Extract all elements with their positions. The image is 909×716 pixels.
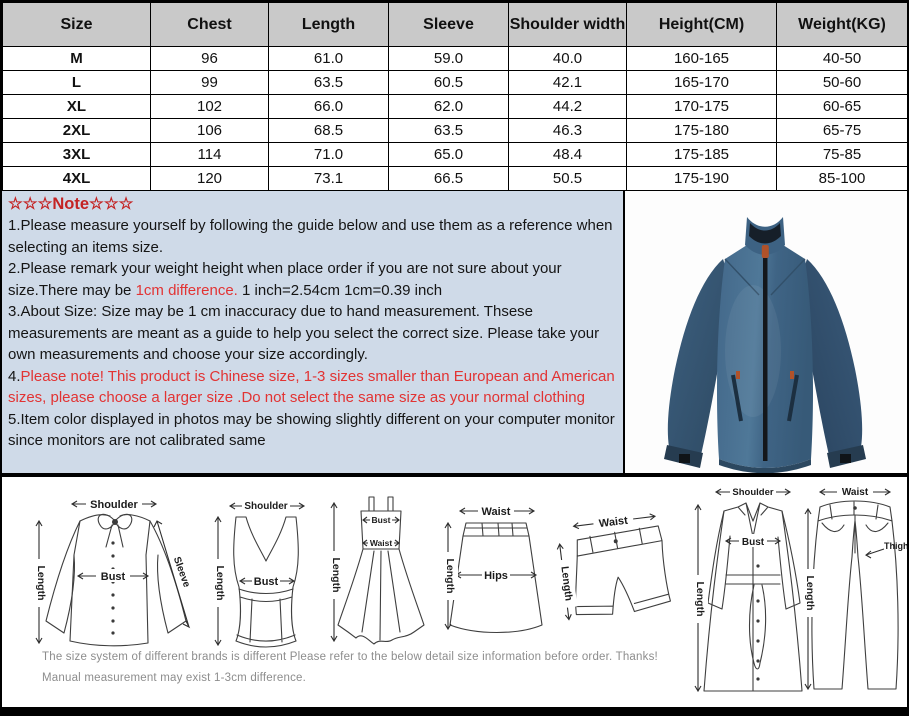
table-cell: 48.4 <box>509 143 627 167</box>
pants-length-label: Length <box>804 575 816 611</box>
table-cell: 50-60 <box>777 71 908 95</box>
table-cell: 96 <box>151 47 269 71</box>
table-cell: 60.5 <box>389 71 509 95</box>
footnote-line-2: Manual measurement may exist 1-3cm difference. <box>42 672 307 684</box>
column-header-weight: Weight(KG) <box>777 3 908 47</box>
size-cell: 3XL <box>3 143 151 167</box>
product-photo <box>625 191 905 473</box>
blouse-shoulder-label: Shoulder <box>90 499 138 511</box>
shorts-diagram <box>550 501 685 646</box>
table-row <box>3 47 908 71</box>
note-item-2-tail: 1 inch=2.54cm 1cm=0.39 inch <box>237 281 443 299</box>
shorts-waist-label: Waist <box>598 514 629 531</box>
notes-panel <box>2 191 625 473</box>
coat-shoulder-label: Shoulder <box>732 487 774 498</box>
dress-diagram <box>322 489 440 667</box>
column-header-sleeve: Sleeve <box>389 3 509 47</box>
table-cell: 59.0 <box>389 47 509 71</box>
note-item-2-red-text: 1cm difference. <box>135 281 238 299</box>
column-header-size: Size <box>3 3 151 47</box>
note-title: ☆☆☆Note☆☆☆ <box>8 195 134 213</box>
blouse-bust-label: Bust <box>100 571 126 583</box>
footnote-line-1: The size system of different brands is different Please refer to the below detail size information before order. Thanks! <box>42 651 658 663</box>
table-cell: 102 <box>151 95 269 119</box>
note-item-5: 5.Item color displayed in photos may be showing slightly different on your computer monitor since monitors are not calibrated same <box>8 410 615 449</box>
column-header-height: Height(CM) <box>627 3 777 47</box>
table-cell: 40-50 <box>777 47 908 71</box>
skirt-hips-label: Hips <box>484 570 508 582</box>
table-row <box>3 95 908 119</box>
info-row <box>2 191 907 477</box>
table-cell: 165-170 <box>627 71 777 95</box>
vest-shoulder-label: Shoulder <box>244 501 288 512</box>
table-cell: 42.1 <box>509 71 627 95</box>
table-cell: 66.5 <box>389 167 509 191</box>
table-cell: 62.0 <box>389 95 509 119</box>
guide-footnote <box>42 647 658 689</box>
table-cell: 63.5 <box>269 71 389 95</box>
table-row <box>3 167 908 191</box>
table-cell: 175-185 <box>627 143 777 167</box>
table-cell: 65.0 <box>389 143 509 167</box>
table-cell: 44.2 <box>509 95 627 119</box>
size-cell: 2XL <box>3 119 151 143</box>
pants-thigh-label: Thigh <box>884 541 908 551</box>
note-item-4-red-text: Please note! This product is Chinese size, 1-3 sizes smaller than European and American sizes, please choose a larger size .Do not select the same size as your normal clothing <box>8 367 615 406</box>
note-item-2 <box>8 258 616 301</box>
skirt-waist-label: Waist <box>481 506 511 518</box>
note-item-2-text: 2.Please remark your weight height when place order if you are not sure about your size.There may be <box>8 260 562 299</box>
table-cell: 46.3 <box>509 119 627 143</box>
table-cell: 170-175 <box>627 95 777 119</box>
blouse-sleeve-label: Sleeve <box>170 555 192 589</box>
skirt-diagram <box>442 499 550 651</box>
blouse-length-label: Length <box>35 565 47 601</box>
blouse-diagram <box>26 491 201 659</box>
pants-diagram <box>800 481 907 703</box>
note-item-1: 1.Please measure yourself by following the guide below and use them as a reference when selecting an items size. <box>8 217 613 256</box>
table-cell: 160-165 <box>627 47 777 71</box>
dress-bust-label: Bust <box>371 515 391 525</box>
dress-waist-label: Waist <box>369 538 393 548</box>
table-cell: 63.5 <box>389 119 509 143</box>
table-cell: 50.5 <box>509 167 627 191</box>
shorts-length-label: Length <box>558 565 575 602</box>
table-cell: 175-190 <box>627 167 777 191</box>
measure-guide <box>2 477 907 707</box>
table-cell: 106 <box>151 119 269 143</box>
coat-bust-label: Bust <box>741 537 765 548</box>
table-cell: 65-75 <box>777 119 908 143</box>
coat-diagram <box>688 481 806 705</box>
size-cell: L <box>3 71 151 95</box>
table-cell: 120 <box>151 167 269 191</box>
size-table <box>2 2 908 191</box>
column-header-shoulder-width: Shoulder width <box>509 3 627 47</box>
table-row <box>3 143 908 167</box>
note-item-4 <box>8 366 616 409</box>
column-header-length: Length <box>269 3 389 47</box>
coat-length-label: Length <box>694 581 706 617</box>
skirt-length-label: Length <box>444 558 456 594</box>
table-cell: 40.0 <box>509 47 627 71</box>
table-cell: 66.0 <box>269 95 389 119</box>
column-header-chest: Chest <box>151 3 269 47</box>
vest-length-label: Length <box>214 565 226 601</box>
table-cell: 85-100 <box>777 167 908 191</box>
size-cell: M <box>3 47 151 71</box>
pants-waist-label: Waist <box>841 487 869 498</box>
dress-length-label: Length <box>330 557 342 593</box>
table-cell: 175-180 <box>627 119 777 143</box>
table-cell: 60-65 <box>777 95 908 119</box>
vest-bust-label: Bust <box>253 576 279 588</box>
table-row <box>3 71 908 95</box>
table-row <box>3 119 908 143</box>
table-cell: 61.0 <box>269 47 389 71</box>
table-cell: 68.5 <box>269 119 389 143</box>
table-cell: 75-85 <box>777 143 908 167</box>
table-cell: 71.0 <box>269 143 389 167</box>
note-item-4-number: 4. <box>8 367 21 385</box>
vest-diagram <box>206 493 318 661</box>
table-cell: 99 <box>151 71 269 95</box>
table-header-row <box>3 3 908 47</box>
table-cell: 114 <box>151 143 269 167</box>
size-cell: 4XL <box>3 167 151 191</box>
size-cell: XL <box>3 95 151 119</box>
jacket-image <box>635 201 895 473</box>
bottom-black-bar <box>2 707 907 716</box>
table-cell: 73.1 <box>269 167 389 191</box>
note-item-3: 3.About Size: Size may be 1 cm inaccuracy due to hand measurement. Thsese measurements are meant as a guide to help you select the correct size. Please take your own measurements and choose your size accordingly. <box>8 303 600 363</box>
